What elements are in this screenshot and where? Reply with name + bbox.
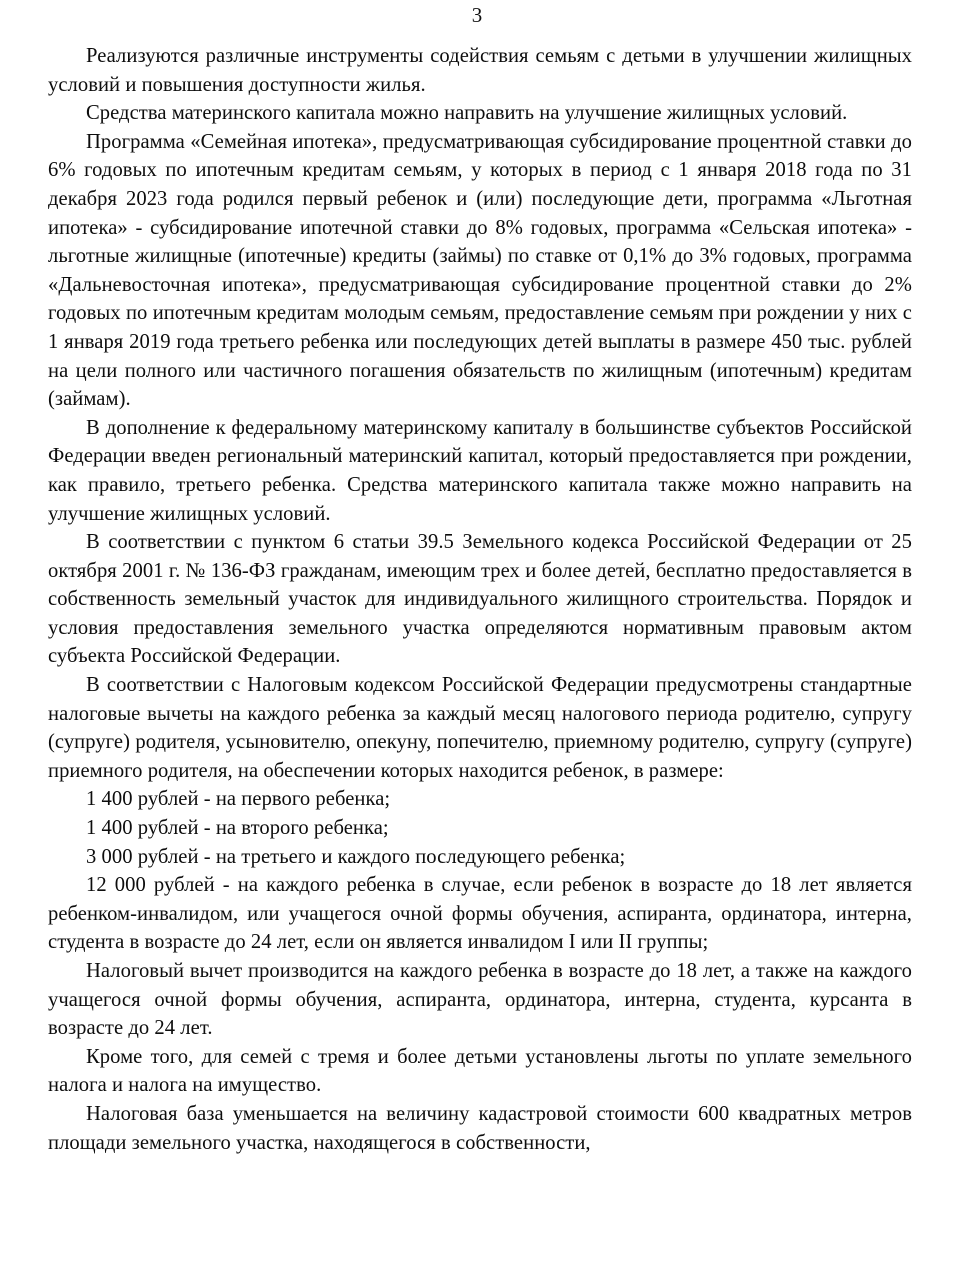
paragraph: Налоговый вычет производится на каждого ребенка в возрасте до 18 лет, а также на каждого учащегося очной формы обучения, аспиранта, ординатора, интерна, студента, курсанта в возрасте до 24 лет. [48,960,912,1040]
paragraph: Программа «Семейная ипотека», предусматривающая субсидирование процентной ставки до 6% годовых по ипотечным кредитам семьям, у которых в период с 1 января 2018 года по 31 декабря 2023 года родился первый ребенок и (или) последующие дети, программа «Льготная ипотека» - субсидирование ипотечной ставки до 8% годовых, программа «Сельская ипотека» - льготные жилищные (ипотечные) кредиты (займы) по ставке от 0,1% до 3% годовых, программа «Дальневосточная ипотека», предусматривающая субсидирование процентной ставки до 2% годовых по ипотечным кредитам молодым семьям, предоставление семьям при рождении у них с 1 января 2019 года третьего ребенка или последующих детей выплаты в размере 450 тыс. рублей на цели полного или частичного погашения обязательств по жилищным (ипотечным) кредитам (займам). [48,130,912,411]
document-body [48,42,912,1157]
paragraph: Средства материнского капитала можно направить на улучшение жилищных условий. [86,102,848,125]
paragraph: В соответствии с Налоговым кодексом Российской Федерации предусмотрены стандартные налоговые вычеты на каждого ребенка за каждый месяц налогового периода родителю, супругу (супруге) родителя, усыновителю, опекуну, попечителю, приемному родителю, супругу (супруге) приемного родителя, на обеспечении которых находится ребенок, в размере: [48,674,912,782]
list-item: 1 400 рублей - на второго ребенка; [86,817,389,840]
list-item: 3 000 рублей - на третьего и каждого последующего ребенка; [86,845,626,868]
list-item: 1 400 рублей - на первого ребенка; [86,788,391,811]
page-number: 3 [471,3,483,27]
list-item: 12 000 рублей - на каждого ребенка в случае, если ребенок в возрасте до 18 лет является ребенком-инвалидом, или учащегося очной формы обучения, аспиранта, ординатора, интерна, студента в возрасте до 24 лет, если он является инвалидом I или II группы; [48,874,912,954]
paragraph: Реализуются различные инструменты содействия семьям с детьми в улучшении жилищных условий и повышения доступности жилья. [48,45,912,96]
paragraph: В дополнение к федеральному материнскому капиталу в большинстве субъектов Российской Федерации введен региональный материнский капитал, который предоставляется при рождении, как правило, третьего ребенка. Средства материнского капитала также можно направить на улучшение жилищных условий. [48,416,912,525]
paragraph: Налоговая база уменьшается на величину кадастровой стоимости 600 квадратных метров площади земельного участка, находящегося в собственности, [48,1102,912,1154]
paragraph: В соответствии с пунктом 6 статьи 39.5 Земельного кодекса Российской Федерации от 25 октября 2001 г. № 136-ФЗ гражданам, имеющим трех и более детей, бесплатно предоставляется в собственность земельный участок для индивидуального жилищного строительства. Порядок и условия предоставления земельного участка определяются нормативным правовым актом субъекта Российской Федерации. [48,531,912,668]
paragraph: Кроме того, для семей с тремя и более детьми установлены льготы по уплате земельного налога и налога на имущество. [48,1045,912,1097]
